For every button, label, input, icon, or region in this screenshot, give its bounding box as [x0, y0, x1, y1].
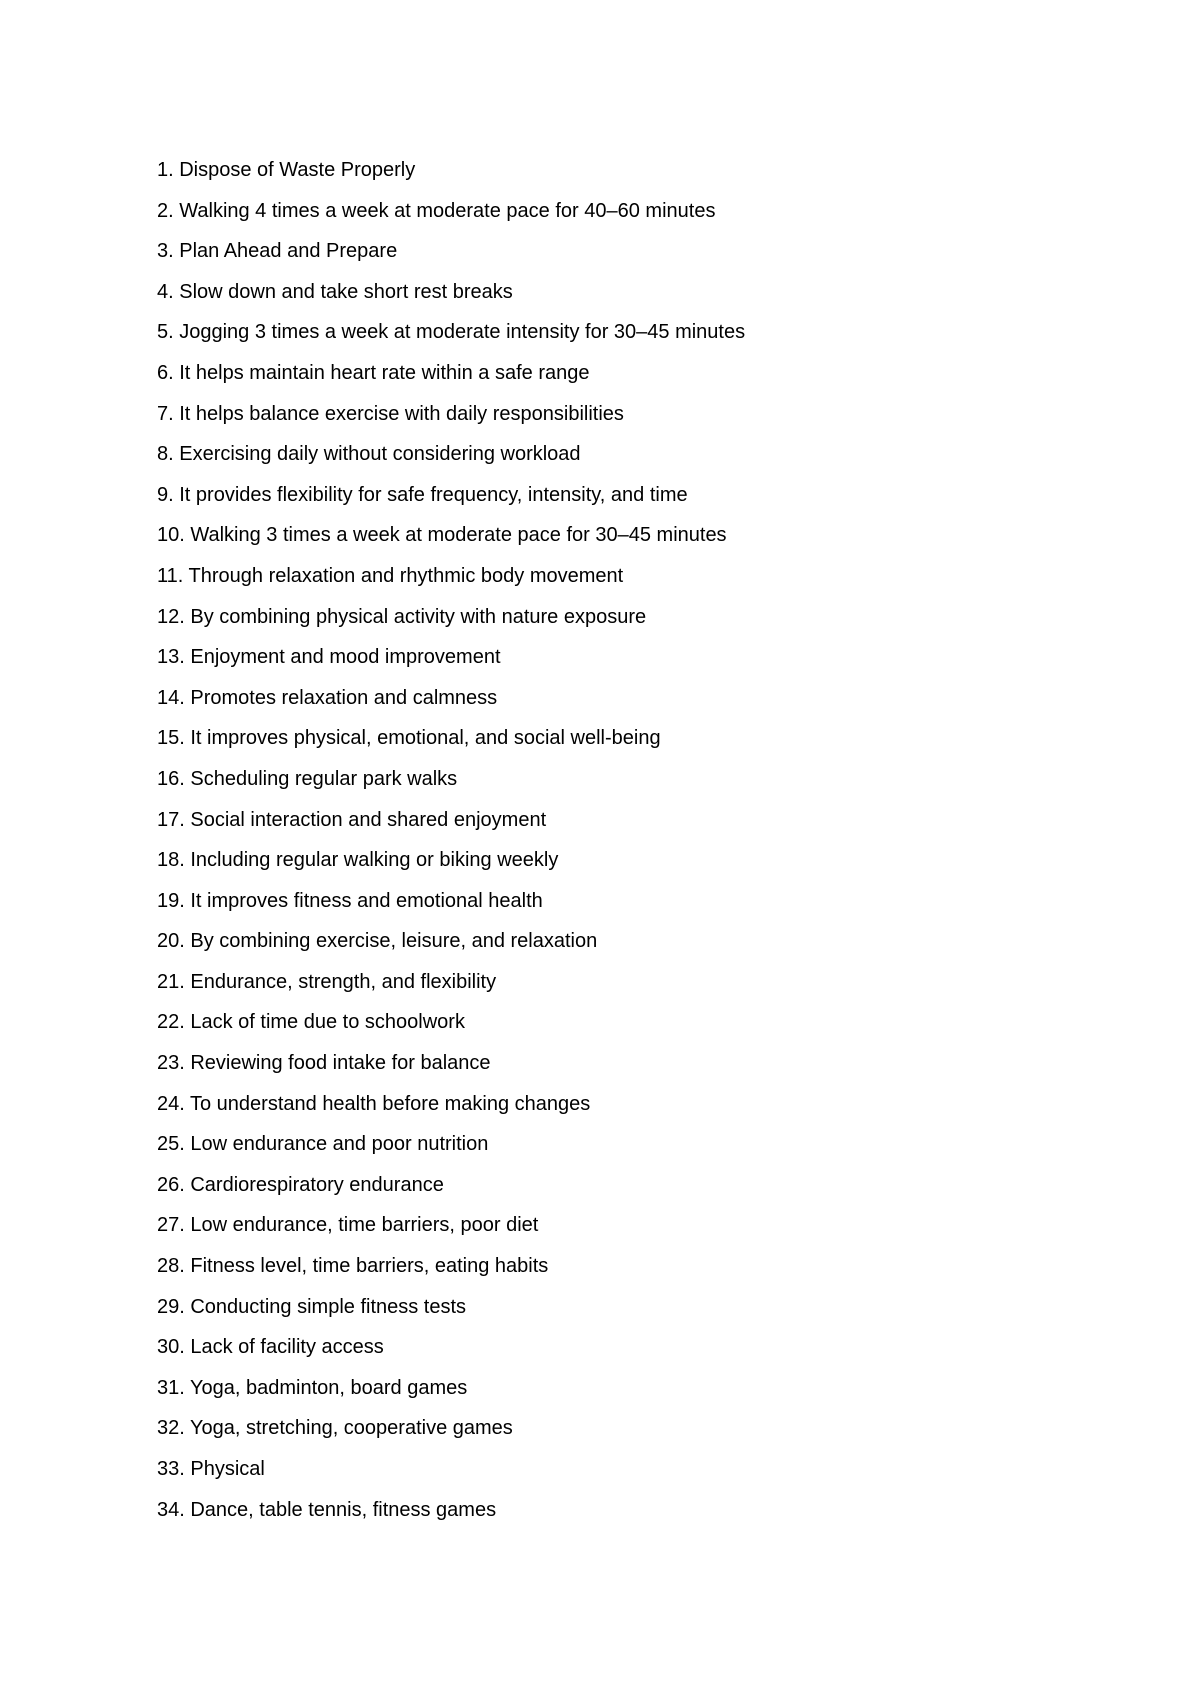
answer-item: 6. It helps maintain heart rate within a safe range: [157, 361, 590, 384]
answer-item: 12. By combining physical activity with nature exposure: [157, 605, 647, 628]
answer-item: 20. By combining exercise, leisure, and relaxation: [157, 930, 598, 953]
answer-item: 25. Low endurance and poor nutrition: [157, 1133, 489, 1156]
answer-item: 14. Promotes relaxation and calmness: [157, 686, 498, 709]
answer-item: 34. Dance, table tennis, fitness games: [157, 1498, 497, 1521]
answer-item: 29. Conducting simple fitness tests: [157, 1295, 467, 1318]
answer-item: 19. It improves fitness and emotional health: [157, 889, 543, 912]
answer-list: [157, 158, 745, 1538]
answer-item: 2. Walking 4 times a week at moderate pace for 40–60 minutes: [157, 199, 716, 222]
answer-item: 21. Endurance, strength, and flexibility: [157, 970, 497, 993]
answer-item: 18. Including regular walking or biking weekly: [157, 849, 559, 872]
answer-item: 15. It improves physical, emotional, and social well-being: [157, 727, 661, 750]
answer-item: 16. Scheduling regular park walks: [157, 767, 458, 790]
answer-item: 32. Yoga, stretching, cooperative games: [157, 1417, 513, 1440]
answer-item: 28. Fitness level, time barriers, eating habits: [157, 1255, 549, 1278]
answer-item: 26. Cardiorespiratory endurance: [157, 1173, 444, 1196]
answer-item: 33. Physical: [157, 1458, 265, 1480]
answer-item: 30. Lack of facility access: [157, 1336, 384, 1359]
answer-item: 10. Walking 3 times a week at moderate pace for 30–45 minutes: [157, 524, 727, 547]
answer-item: 17. Social interaction and shared enjoyment: [157, 808, 547, 831]
answer-item: 27. Low endurance, time barriers, poor diet: [157, 1214, 539, 1237]
answer-item: 3. Plan Ahead and Prepare: [157, 240, 398, 263]
answer-item: 1. Dispose of Waste Properly: [157, 159, 416, 181]
answer-item: 31. Yoga, badminton, board games: [157, 1376, 468, 1399]
answer-item: 5. Jogging 3 times a week at moderate intensity for 30–45 minutes: [157, 321, 746, 344]
answer-item: 23. Reviewing food intake for balance: [157, 1052, 491, 1075]
answer-item: 24. To understand health before making changes: [157, 1092, 591, 1115]
answer-item: 22. Lack of time due to schoolwork: [157, 1011, 465, 1034]
answer-item: 4. Slow down and take short rest breaks: [157, 280, 513, 303]
answer-item: 13. Enjoyment and mood improvement: [157, 646, 501, 669]
answer-item: 7. It helps balance exercise with daily responsibilities: [157, 402, 624, 425]
answer-item: 11. Through relaxation and rhythmic body movement: [157, 564, 624, 587]
answer-item: 8. Exercising daily without considering workload: [157, 443, 581, 466]
answer-item: 9. It provides flexibility for safe frequency, intensity, and time: [157, 483, 688, 506]
